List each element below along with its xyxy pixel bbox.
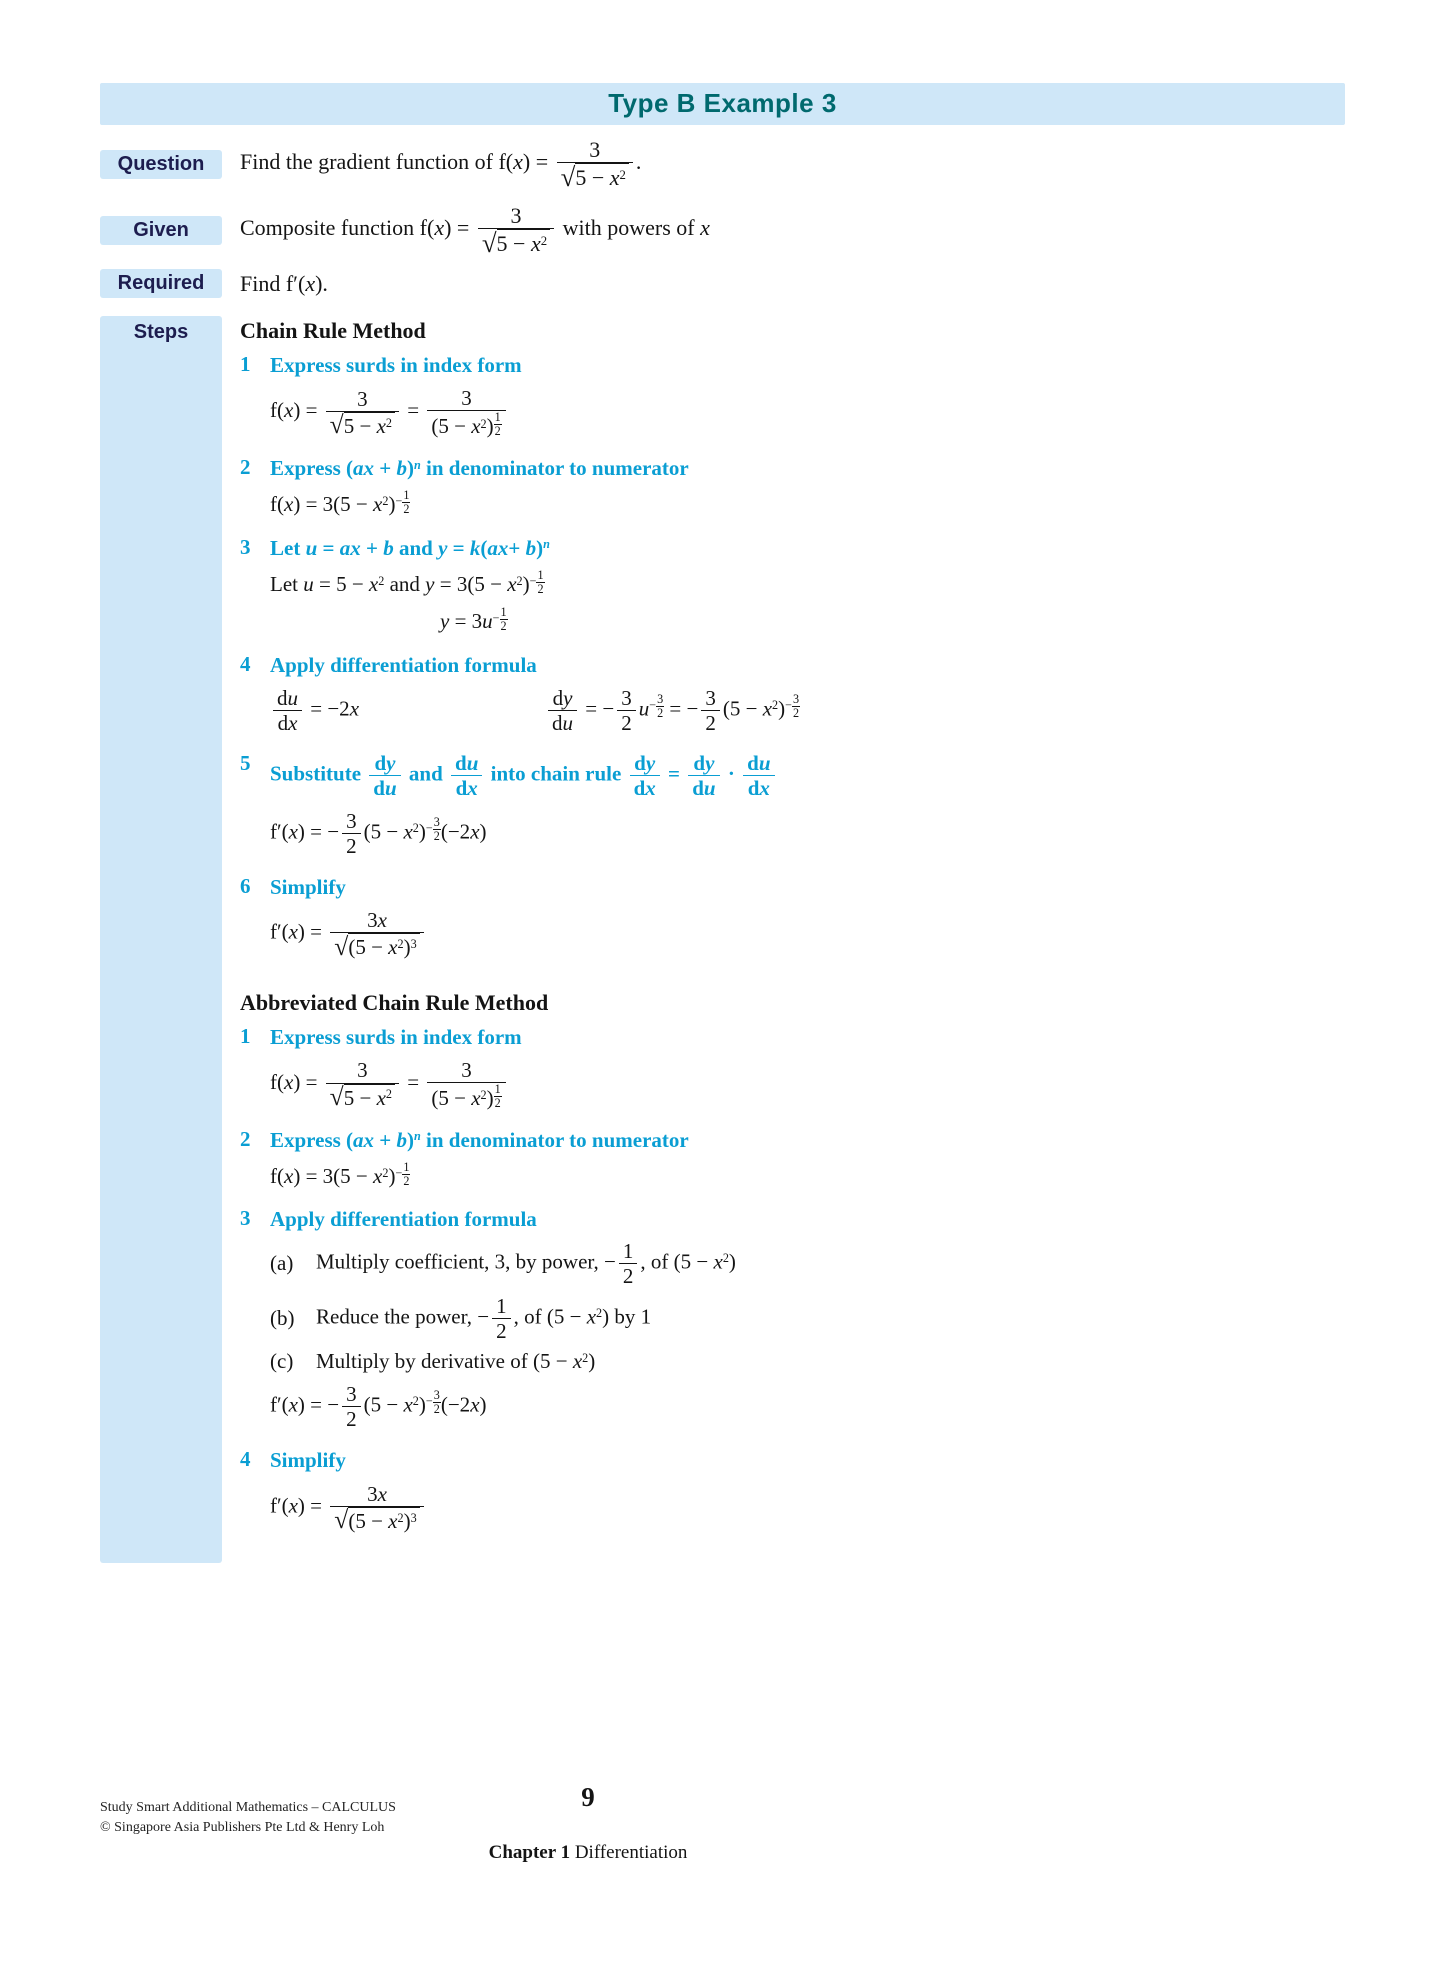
- step-number: 1: [240, 1023, 251, 1048]
- step-body: [270, 1206, 1345, 1433]
- step-body: [270, 352, 1345, 441]
- given-text: Composite function f(x) = 3 √ 5 − x2 with powers of x: [240, 203, 710, 258]
- chain-step-5: [240, 751, 1345, 860]
- abbrev-step-1: [240, 1024, 1345, 1113]
- list-item-b: [270, 1294, 1345, 1343]
- step-body: [270, 652, 1345, 738]
- required-text: Find f′(x).: [240, 270, 328, 296]
- chain-step-1: [240, 352, 1345, 441]
- item-text: Multiply coefficient, 3, by power, − $\frac{1}{2}$ , of (5 − x2): [316, 1238, 736, 1288]
- chain-step-6: [240, 874, 1345, 962]
- given-label: Given: [100, 216, 222, 245]
- item-text: Multiply by derivative of (5 − x2): [316, 1349, 596, 1374]
- step-formula: f(x) = 3 √ 5 − x2 = 3 (5 − x2) $\frac{1}{2}$: [270, 386, 1345, 438]
- abbrev-method-title: Abbreviated Chain Rule Method: [240, 989, 549, 1015]
- step-body: [270, 1447, 1345, 1535]
- step-body: [270, 535, 1345, 638]
- step-formula: y = 3u− $\frac{1}{2}$: [440, 605, 507, 634]
- question-text: Find the gradient function of f(x) = 3 √ 5 − x2 .: [240, 137, 642, 192]
- step-heading: Express surds in index form: [270, 1024, 522, 1049]
- chapter-footer: [413, 1842, 763, 1864]
- question-row: [100, 137, 1345, 191]
- abbrev-step-4: [240, 1447, 1345, 1535]
- step-body: [270, 1127, 1345, 1193]
- chain-method-title: Chain Rule Method: [240, 318, 426, 344]
- abbrev-step-2: [240, 1127, 1345, 1193]
- step-number: 3: [240, 534, 251, 559]
- step-body: [270, 874, 1345, 962]
- step-body: [270, 1024, 1345, 1113]
- steps-label-band: [100, 316, 222, 1563]
- required-label: Required: [100, 269, 222, 298]
- item-tag: (c): [270, 1349, 294, 1374]
- step-formula: f(x) = 3(5 − x2)− $\frac{1}{2}$: [270, 1159, 410, 1188]
- step-heading: Simplify: [270, 1448, 346, 1473]
- step-heading: Apply differentiation formula: [270, 652, 537, 677]
- step-heading: Substitute $\frac{dy}{du}$ and $\frac{du}{dx}$ into chain rule $\frac{dy}{dx}$ = $\frac{dy}{du}$ · $\frac{du}{dx}$: [270, 751, 1345, 800]
- step-number: 4: [240, 651, 251, 676]
- step-number: 4: [240, 1447, 251, 1472]
- steps-label: Steps: [133, 321, 189, 344]
- step-heading: Simplify: [270, 874, 346, 899]
- step-number: 6: [240, 873, 251, 898]
- item-text: Reduce the power, − $\frac{1}{2}$ , of (5 − x2) by 1: [316, 1293, 652, 1343]
- step-number: 2: [240, 454, 251, 479]
- step-formula: f(x) = 3 √ 5 − x2 = 3 (5 − x2) $\frac{1}{2}$: [270, 1058, 1345, 1110]
- step-number: 1: [240, 352, 251, 377]
- step-formula: f′(x) = 3x √ (5 − x2)3: [270, 1482, 1345, 1534]
- derivative-du-dx: $\frac{du}{dx}$ = −2x: [270, 686, 545, 735]
- step-number: 2: [240, 1126, 251, 1151]
- steps-section: [100, 316, 1345, 1563]
- chain-step-3: [240, 535, 1345, 638]
- chain-step-2: [240, 455, 1345, 521]
- item-tag: (a): [270, 1250, 294, 1275]
- publisher-info: [100, 1798, 396, 1839]
- step-body: [270, 751, 1345, 860]
- step-heading: Let u = ax + b and y = k(ax+ b)n: [270, 535, 550, 560]
- derivative-dy-du: $\frac{dy}{du}$ = − $\frac{3}{2}$ u− $\frac{3}{2}$ = − $\frac{3}{2}$ (5 − x2)− $\frac{3}{2}$: [545, 686, 800, 735]
- publisher-line2: © Singapore Asia Publishers Pte Ltd & Henry Loh: [100, 1820, 385, 1836]
- step-formula: f′(x) = − $\frac{3}{2}$ (5 − x2)− $\frac{3}{2}$ (−2x): [270, 1382, 487, 1432]
- step-formula-pair: [270, 686, 1345, 735]
- question-label: Question: [100, 150, 222, 179]
- list-item-a: [270, 1239, 1345, 1288]
- required-row: [100, 269, 1345, 298]
- example-header-band: [100, 83, 1345, 125]
- list-item-c: [270, 1349, 1345, 1374]
- step-formula: f′(x) = − $\frac{3}{2}$ (5 − x2)− $\frac{3}{2}$ (−2x): [270, 808, 487, 858]
- steps-content: [240, 316, 1345, 1563]
- chapter-title: Differentiation: [574, 1842, 688, 1863]
- page-number: 9: [581, 1782, 595, 1812]
- chapter-label: Chapter 1: [488, 1842, 571, 1863]
- given-row: [100, 203, 1345, 257]
- step-number: 3: [240, 1206, 251, 1231]
- step-heading: Express (ax + b)n in denominator to numerator: [270, 1127, 689, 1152]
- step-body: [270, 455, 1345, 521]
- chain-step-4: [240, 652, 1345, 738]
- step-heading: Express surds in index form: [270, 353, 522, 378]
- publisher-line1: Study Smart Additional Mathematics – CALCULUS: [100, 1800, 396, 1815]
- step-formula: f(x) = 3(5 − x2)− $\frac{1}{2}$: [270, 488, 410, 517]
- example-title: Type B Example 3: [608, 88, 837, 118]
- step-formula: Let u = 5 − x2 and y = 3(5 − x2)− $\frac{1}{2}$: [270, 567, 544, 596]
- step-heading: Express (ax + b)n in denominator to numerator: [270, 455, 689, 480]
- step-formula: f′(x) = 3x √ (5 − x2)3: [270, 908, 1345, 960]
- item-tag: (b): [270, 1305, 295, 1330]
- abbrev-step-3: [240, 1206, 1345, 1433]
- step-number: 5: [240, 751, 251, 776]
- step-heading: Apply differentiation formula: [270, 1207, 537, 1232]
